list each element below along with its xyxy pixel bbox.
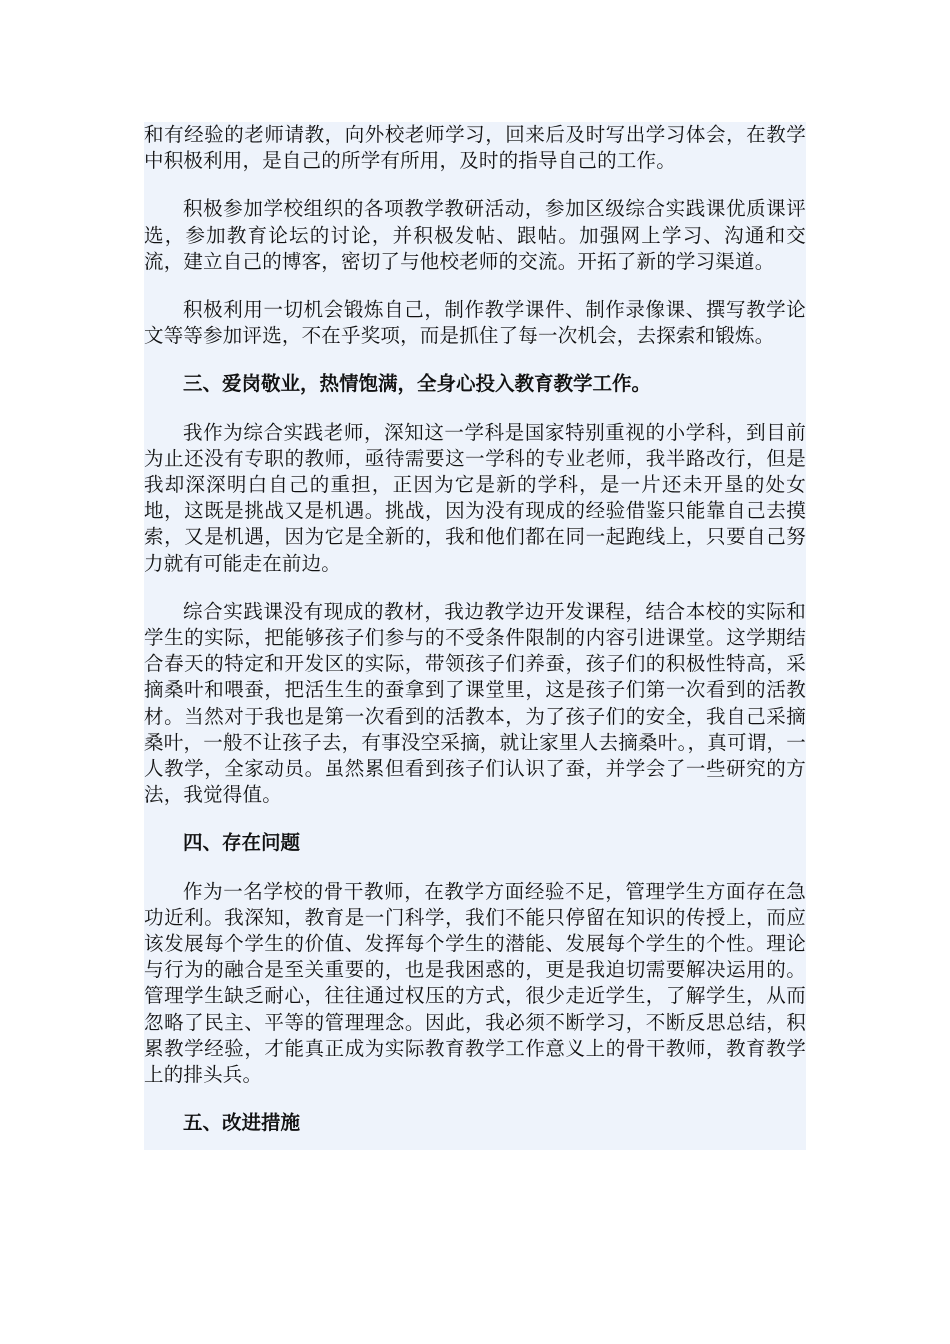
paragraph-spacer bbox=[144, 577, 806, 599]
paragraph-spacer bbox=[144, 857, 806, 879]
paragraph-spacer bbox=[144, 174, 806, 196]
paragraph-spacer bbox=[144, 1088, 806, 1110]
paragraph-learning-summary: 和有经验的老师请教，向外校老师学习，回来后及时写出学习体会，在教学中积极利用，是自己的所学有所用，及时的指导自己的工作。 bbox=[144, 123, 806, 173]
paragraph-existing-problems: 作为一名学校的骨干教师，在教学方面经验不足，管理学生方面存在急功近利。我深知，教育是一门科学，我们不能只停留在知识的传授上，而应该发展每个学生的价值、发挥每个学生的潜能、发展每个学生的个性。理论与行为的融合是至关重要的，也是我困惑的，更是我迫切需要解决运用的。管理学生缺乏耐心，往往通过权压的方式，很少走近学生，了解学生，从而忽略了民主、平等的管理理念。因此，我必须不断学习，不断反思总结，积累教学经验，才能真正成为实际教育教学工作意义上的骨干教师，教育教学上的排头兵。 bbox=[144, 879, 806, 1087]
document-body bbox=[144, 122, 806, 1150]
section-heading-4: 四、存在问题 bbox=[183, 831, 301, 855]
section-heading-3: 三、爱岗敬业，热情饱满，全身心投入教育教学工作。 bbox=[183, 372, 652, 396]
paragraph-research-activities: 积极参加学校组织的各项教学教研活动，参加区级综合实践课优质课评选，参加教育论坛的讨论，并积极发帖、跟帖。加强网上学习、沟通和交流，建立自己的博客，密切了与他校老师的交流。开拓了新的学习渠道。 bbox=[144, 197, 806, 273]
paragraph-silkworm-course: 综合实践课没有现成的教材，我边教学边开发课程，结合本校的实际和学生的实际，把能够孩子们参与的不受条件限制的内容引进课堂。这学期结合春天的特定和开发区的实际，带领孩子们养蚕，孩子们的积极性特高，采摘桑叶和喂蚕，把活生生的蚕拿到了课堂里，这是孩子们第一次看到的活教材。当然对于我也是第一次看到的活教本，为了孩子们的安全，我自己采摘桑叶，一般不让孩子去，有事没空采摘，就让家里人去摘桑叶。，真可谓，一人教学，全家动员。虽然累但看到孩子们认识了蚕，并学会了一些研究的方法，我觉得值。 bbox=[144, 599, 806, 807]
paragraph-spacer bbox=[144, 349, 806, 371]
paragraph-spacer bbox=[144, 808, 806, 830]
paragraph-self-training: 积极利用一切机会锻炼自己，制作教学课件、制作录像课、撰写教学论文等等参加评选，不在乎奖项，而是抓住了每一次机会，去探索和锻炼。 bbox=[144, 298, 806, 348]
paragraph-practice-teacher: 我作为综合实践老师，深知这一学科是国家特别重视的小学科，到目前为止还没有专职的教师，亟待需要这一学科的专业老师，我半路改行，但是我却深深明白自己的重担，正因为它是新的学科，是一片还未开垦的处女地，这既是挑战又是机遇。挑战，因为没有现成的经验借鉴只能靠自己去摸索，又是机遇，因为它是全新的，我和他们都在同一起跑线上，只要自己努力就有可能走在前边。 bbox=[144, 420, 806, 575]
section-heading-5: 五、改进措施 bbox=[183, 1111, 301, 1135]
paragraph-spacer bbox=[144, 398, 806, 420]
paragraph-spacer bbox=[144, 275, 806, 297]
